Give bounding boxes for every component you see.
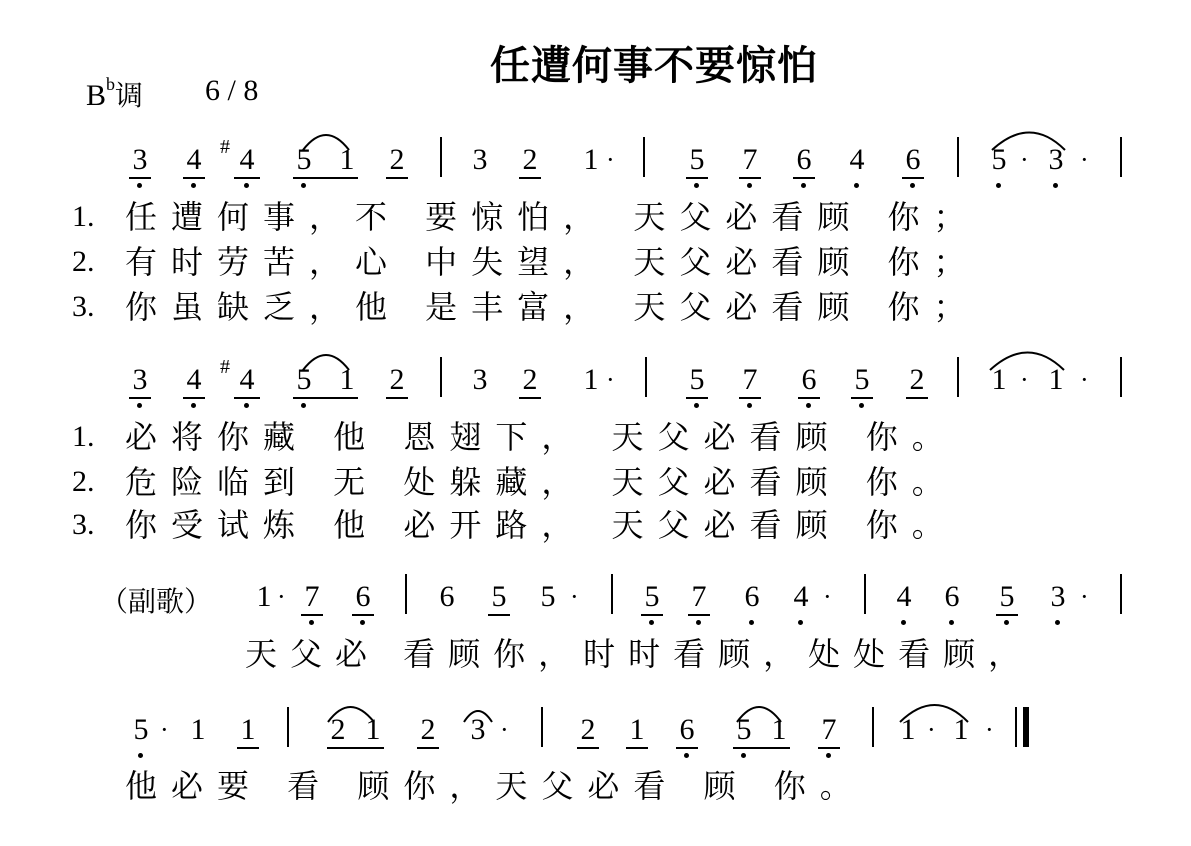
note: 1 bbox=[190, 713, 206, 746]
low-octave-dot bbox=[801, 183, 806, 188]
augmentation-dot: · bbox=[606, 365, 615, 394]
note: 2 bbox=[389, 363, 405, 396]
note: 4 bbox=[896, 580, 912, 613]
underline bbox=[626, 747, 648, 749]
lyric-line: 任遭何事，不 要惊怕， 天父必看顾 你； bbox=[125, 198, 980, 236]
verse-number: 2. bbox=[72, 245, 95, 278]
barline bbox=[864, 574, 866, 614]
verse-number: 3. bbox=[72, 508, 95, 541]
note: 1 bbox=[365, 713, 381, 746]
chorus-label: （副歌） bbox=[100, 585, 213, 618]
barline bbox=[440, 137, 442, 177]
note: 1 bbox=[900, 713, 916, 746]
note: 5 bbox=[296, 363, 312, 396]
time-signature: 6 / 8 bbox=[205, 74, 259, 107]
note: 5 bbox=[644, 580, 660, 613]
low-octave-dot bbox=[684, 753, 689, 758]
note: 6 bbox=[944, 580, 960, 613]
barline bbox=[541, 707, 543, 747]
note: 6 bbox=[679, 713, 695, 746]
barline bbox=[645, 357, 647, 397]
note: 1 bbox=[240, 713, 256, 746]
barline bbox=[957, 357, 959, 397]
underline bbox=[519, 177, 541, 179]
underline bbox=[688, 614, 710, 616]
augmentation-dot: · bbox=[277, 582, 286, 611]
underline bbox=[906, 397, 928, 399]
note: 3 bbox=[472, 363, 488, 396]
sharp-sign: # bbox=[220, 136, 230, 158]
lyric-line: 有时劳苦，心 中失望， 天父必看顾 你； bbox=[125, 243, 980, 281]
low-octave-dot bbox=[1055, 620, 1060, 625]
low-octave-dot bbox=[309, 620, 314, 625]
underline bbox=[851, 397, 873, 399]
lyric-line: 你受试炼 他 必开路， 天父必看顾 你。 bbox=[125, 506, 958, 544]
note: 5 bbox=[296, 143, 312, 176]
underline bbox=[237, 747, 259, 749]
verse-number: 1. bbox=[72, 200, 95, 233]
sharp-sign: # bbox=[220, 356, 230, 378]
underline bbox=[733, 747, 790, 749]
low-octave-dot bbox=[191, 183, 196, 188]
verse-number: 2. bbox=[72, 465, 95, 498]
note: 5 bbox=[689, 363, 705, 396]
note: 2 bbox=[330, 713, 346, 746]
barline bbox=[440, 357, 442, 397]
low-octave-dot bbox=[137, 403, 142, 408]
barline bbox=[1120, 137, 1122, 177]
low-octave-dot bbox=[694, 183, 699, 188]
underline bbox=[577, 747, 599, 749]
low-octave-dot bbox=[798, 620, 803, 625]
barline bbox=[872, 707, 874, 747]
note: 1 bbox=[583, 363, 599, 396]
note: 2 bbox=[909, 363, 925, 396]
augmentation-dot: · bbox=[570, 582, 579, 611]
underline bbox=[686, 177, 708, 179]
note: 5 bbox=[736, 713, 752, 746]
verse-number: 1. bbox=[72, 420, 95, 453]
note: 3 bbox=[1050, 580, 1066, 613]
underline bbox=[798, 397, 820, 399]
augmentation-dot: · bbox=[1080, 582, 1089, 611]
note: 3 bbox=[132, 143, 148, 176]
low-octave-dot bbox=[301, 403, 306, 408]
note: 6 bbox=[796, 143, 812, 176]
note: 3 bbox=[470, 713, 486, 746]
note: 6 bbox=[439, 580, 455, 613]
augmentation-dot: · bbox=[927, 715, 936, 744]
underline bbox=[234, 177, 260, 179]
low-octave-dot bbox=[360, 620, 365, 625]
note: 7 bbox=[742, 143, 758, 176]
underline bbox=[129, 397, 151, 399]
low-octave-dot bbox=[649, 620, 654, 625]
augmentation-dot: · bbox=[823, 582, 832, 611]
augmentation-dot: · bbox=[1080, 365, 1089, 394]
low-octave-dot bbox=[1004, 620, 1009, 625]
low-octave-dot bbox=[747, 403, 752, 408]
chorus-lyric-line: 天父必 看顾你，时时看顾，处处看顾， bbox=[245, 635, 1034, 673]
note: 4 bbox=[186, 143, 202, 176]
note: 2 bbox=[522, 363, 538, 396]
low-octave-dot bbox=[806, 403, 811, 408]
underline bbox=[352, 614, 374, 616]
note: 6 bbox=[905, 143, 921, 176]
augmentation-dot: · bbox=[500, 715, 509, 744]
low-octave-dot bbox=[138, 753, 143, 758]
note: 5 bbox=[491, 580, 507, 613]
note: 5 bbox=[991, 143, 1007, 176]
note: 7 bbox=[304, 580, 320, 613]
note: 6 bbox=[801, 363, 817, 396]
low-octave-dot bbox=[854, 183, 859, 188]
underline bbox=[293, 177, 358, 179]
low-octave-dot bbox=[901, 620, 906, 625]
underline bbox=[386, 397, 408, 399]
underline bbox=[686, 397, 708, 399]
note: 4 bbox=[186, 363, 202, 396]
note: 1 bbox=[629, 713, 645, 746]
note: 1 bbox=[339, 363, 355, 396]
augmentation-dot: · bbox=[1020, 145, 1029, 174]
note: 5 bbox=[133, 713, 149, 746]
lyric-line: 危险临到 无 处躲藏， 天父必看顾 你。 bbox=[125, 463, 958, 501]
underline bbox=[183, 177, 205, 179]
underline bbox=[234, 397, 260, 399]
underline bbox=[739, 397, 761, 399]
note: 5 bbox=[999, 580, 1015, 613]
augmentation-dot: · bbox=[1020, 365, 1029, 394]
low-octave-dot bbox=[996, 183, 1001, 188]
key-signature: $B^b$调 bbox=[86, 74, 144, 112]
low-octave-dot bbox=[1053, 183, 1058, 188]
note: 4 bbox=[239, 363, 255, 396]
underline bbox=[183, 397, 205, 399]
low-octave-dot bbox=[741, 753, 746, 758]
note: 4 bbox=[849, 143, 865, 176]
note: 3 bbox=[132, 363, 148, 396]
low-octave-dot bbox=[694, 403, 699, 408]
note: 5 bbox=[540, 580, 556, 613]
low-octave-dot bbox=[191, 403, 196, 408]
verse-number: 3. bbox=[72, 290, 95, 323]
note: 2 bbox=[420, 713, 436, 746]
barline bbox=[643, 137, 645, 177]
low-octave-dot bbox=[301, 183, 306, 188]
note: 6 bbox=[355, 580, 371, 613]
underline bbox=[417, 747, 439, 749]
underline bbox=[902, 177, 924, 179]
note: 1 bbox=[339, 143, 355, 176]
low-octave-dot bbox=[747, 183, 752, 188]
note: 7 bbox=[821, 713, 837, 746]
barline bbox=[287, 707, 289, 747]
barline bbox=[957, 137, 959, 177]
barline bbox=[1120, 574, 1122, 614]
note: 2 bbox=[580, 713, 596, 746]
note: 5 bbox=[689, 143, 705, 176]
underline bbox=[818, 747, 840, 749]
underline bbox=[386, 177, 408, 179]
augmentation-dot: · bbox=[1080, 145, 1089, 174]
underline bbox=[641, 614, 663, 616]
note: 1 bbox=[953, 713, 969, 746]
underline bbox=[996, 614, 1018, 616]
low-octave-dot bbox=[910, 183, 915, 188]
underline bbox=[793, 177, 815, 179]
low-octave-dot bbox=[244, 403, 249, 408]
barline bbox=[1120, 357, 1122, 397]
low-octave-dot bbox=[696, 620, 701, 625]
note: 1 bbox=[583, 143, 599, 176]
underline bbox=[129, 177, 151, 179]
note: 2 bbox=[389, 143, 405, 176]
underline bbox=[739, 177, 761, 179]
note: 5 bbox=[854, 363, 870, 396]
final-barline-thin bbox=[1015, 707, 1017, 747]
note: 1 bbox=[991, 363, 1007, 396]
low-octave-dot bbox=[749, 620, 754, 625]
note: 1 bbox=[256, 580, 272, 613]
barline bbox=[611, 574, 613, 614]
low-octave-dot bbox=[137, 183, 142, 188]
song-title: 任遭何事不要惊怕 bbox=[490, 43, 818, 89]
low-octave-dot bbox=[949, 620, 954, 625]
underline bbox=[676, 747, 698, 749]
underline bbox=[488, 614, 510, 616]
augmentation-dot: · bbox=[606, 145, 615, 174]
barline bbox=[405, 574, 407, 614]
note: 4 bbox=[239, 143, 255, 176]
underline bbox=[327, 747, 384, 749]
augmentation-dot: · bbox=[160, 715, 169, 744]
augmentation-dot: · bbox=[985, 715, 994, 744]
note: 7 bbox=[691, 580, 707, 613]
underline bbox=[293, 397, 358, 399]
low-octave-dot bbox=[244, 183, 249, 188]
final-barline-thick bbox=[1023, 707, 1029, 747]
note: 2 bbox=[522, 143, 538, 176]
low-octave-dot bbox=[859, 403, 864, 408]
underline bbox=[519, 397, 541, 399]
note: 3 bbox=[1048, 143, 1064, 176]
underline bbox=[301, 614, 323, 616]
note: 7 bbox=[742, 363, 758, 396]
low-octave-dot bbox=[826, 753, 831, 758]
chorus-lyric-line: 他必要 看 顾你，天父必看 顾 你。 bbox=[125, 767, 866, 805]
note: 6 bbox=[744, 580, 760, 613]
note: 4 bbox=[793, 580, 809, 613]
lyric-line: 你虽缺乏，他 是丰富， 天父必看顾 你； bbox=[125, 288, 980, 326]
lyric-line: 必将你藏 他 恩翅下， 天父必看顾 你。 bbox=[125, 418, 958, 456]
note: 3 bbox=[472, 143, 488, 176]
note: 1 bbox=[771, 713, 787, 746]
note: 1 bbox=[1048, 363, 1064, 396]
